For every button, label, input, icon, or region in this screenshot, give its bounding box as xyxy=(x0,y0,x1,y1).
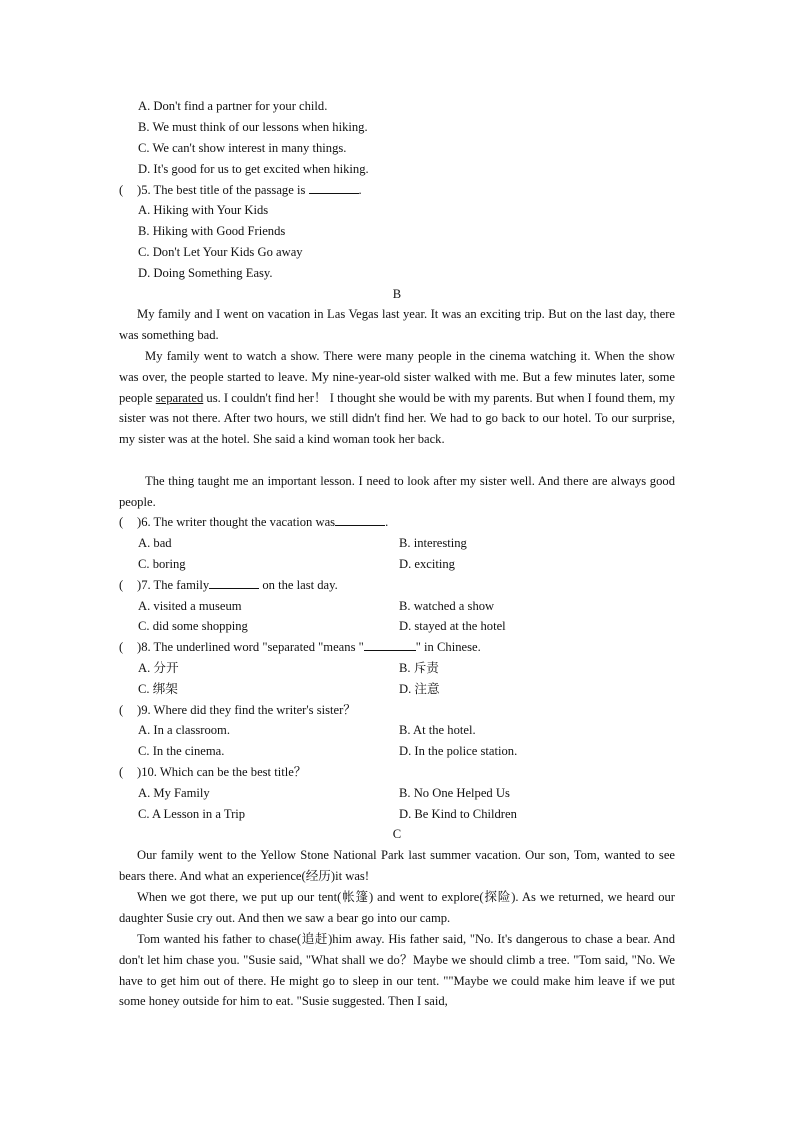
passage-b-p2-text-2: us. I couldn't find her！ I thought she would be with my parents. But when I found them, my sister was not there. After two hours, we still didn't find her. We had to go back to our hotel. To our surprise, my sister was at the hotel. She said a kind woman took her back. xyxy=(119,390,676,447)
answer-paren: ( xyxy=(119,640,124,654)
answer-paren: ( xyxy=(119,183,124,197)
q8-option-b: B. 斥责 xyxy=(399,661,439,675)
answer-blank xyxy=(335,513,385,526)
passage-b-paragraph-1: My family and I went on vacation in Las Vegas last year. It was an exciting trip. But on the last day, there was something bad. xyxy=(119,307,675,342)
q9-option-b: B. At the hotel. xyxy=(399,723,476,737)
question-6: ( )6. The writer thought the vacation was . xyxy=(0,512,794,532)
q6-option-c: C. boring xyxy=(138,557,186,571)
q6-option-b: B. interesting xyxy=(399,536,467,550)
answer-paren: ( xyxy=(119,765,124,779)
section-heading-b: B xyxy=(392,287,402,301)
q7-option-b: B. watched a show xyxy=(399,599,495,613)
answer-paren: ( xyxy=(119,703,124,717)
question-8-text-a: )8. The underlined word "separated "means " xyxy=(137,640,364,654)
q8-option-a: A. 分开 xyxy=(138,661,179,675)
passage-c-paragraph-1: Our family went to the Yellow Stone National Park last summer vacation. Our son, Tom, wanted to see bears there. And what an experience(经历)it was! xyxy=(119,848,675,883)
section-heading-c: C xyxy=(392,827,402,841)
answer-blank xyxy=(309,181,359,194)
passage-c-paragraph-2: When we got there, we put up our tent(帐篷) and went to explore(探险). As we returned, we heard our daughter Susie cry out. And then we saw a bear go into our camp. xyxy=(119,890,675,925)
q4-option-c: C. We can't show interest in many things. xyxy=(138,141,347,155)
question-5 xyxy=(0,180,794,200)
question-8-text-b: " in Chinese. xyxy=(415,640,481,654)
question-5-end: . xyxy=(358,183,362,197)
q9-option-c: C. In the cinema. xyxy=(138,744,225,758)
passage-c-paragraph-3: Tom wanted his father to chase(追赶)him away. His father said, "No. It's dangerous to chase a bear. And don't let him chase you. "Susie said, "What shall we do？Maybe we should climb a tree. "Tom said, "No. We have to get him out of there. He might go to sleep in our tent. ""Maybe we could make him leave if we put some honey outside for him to eat. "Susie suggested. Then I said, xyxy=(119,932,675,1009)
q5-option-c: C. Don't Let Your Kids Go away xyxy=(138,245,303,259)
question-7-text-a: )7. The family xyxy=(137,578,210,592)
underlined-word: separated xyxy=(155,390,204,405)
question-7 xyxy=(0,575,794,595)
q4-option-b: B. We must think of our lessons when hiking. xyxy=(138,120,368,134)
q6-option-a: A. bad xyxy=(138,536,172,550)
question-6-text: )6. The writer thought the vacation was xyxy=(137,515,336,529)
q10-option-b: B. No One Helped Us xyxy=(399,786,510,800)
q9-option-d: D. In the police station. xyxy=(399,744,518,758)
q8-option-c: C. 绑架 xyxy=(138,682,178,696)
question-8 xyxy=(0,637,794,657)
q4-option-a: A. Don't find a partner for your child. xyxy=(138,99,328,113)
q10-option-a: A. My Family xyxy=(138,786,210,800)
question-9 xyxy=(0,700,794,720)
passage-b-paragraph-2 xyxy=(119,346,675,450)
q5-option-b: B. Hiking with Good Friends xyxy=(138,224,286,238)
answer-blank xyxy=(209,576,259,589)
q9-option-a: A. In a classroom. xyxy=(138,723,230,737)
q6-option-d: D. exciting xyxy=(399,557,455,571)
passage-b-p2-text-1: My family went to watch a show. There were many people in the cinema watching it. When the show was over, the people started to leave. My nine-year-old sister walked with me. But a few minutes later, some people xyxy=(119,349,675,405)
answer-blank xyxy=(364,638,416,651)
q5-option-d: D. Doing Something Easy. xyxy=(138,266,273,280)
passage-b-paragraph-3: The thing taught me an important lesson. I need to look after my sister well. And there are always good people. xyxy=(119,474,675,509)
question-7-text-b: on the last day. xyxy=(262,578,338,592)
q10-option-c: C. A Lesson in a Trip xyxy=(138,807,246,821)
question-5-text: )5. The best title of the passage is xyxy=(137,183,306,197)
q5-option-a: A. Hiking with Your Kids xyxy=(138,203,269,217)
answer-paren: ( xyxy=(119,578,124,592)
q7-option-a: A. visited a museum xyxy=(138,599,242,613)
question-9-text: )9. Where did they find the writer's sister？ xyxy=(137,703,356,717)
q10-option-d: D. Be Kind to Children xyxy=(399,807,517,821)
q7-option-d: D. stayed at the hotel xyxy=(399,619,506,633)
answer-paren: ( xyxy=(119,515,124,529)
question-10 xyxy=(0,762,794,782)
question-10-text: )10. Which can be the best title？ xyxy=(137,765,307,779)
q7-option-c: C. did some shopping xyxy=(138,619,248,633)
q8-option-d: D. 注意 xyxy=(399,682,440,696)
q4-option-d: D. It's good for us to get excited when hiking. xyxy=(138,162,369,176)
